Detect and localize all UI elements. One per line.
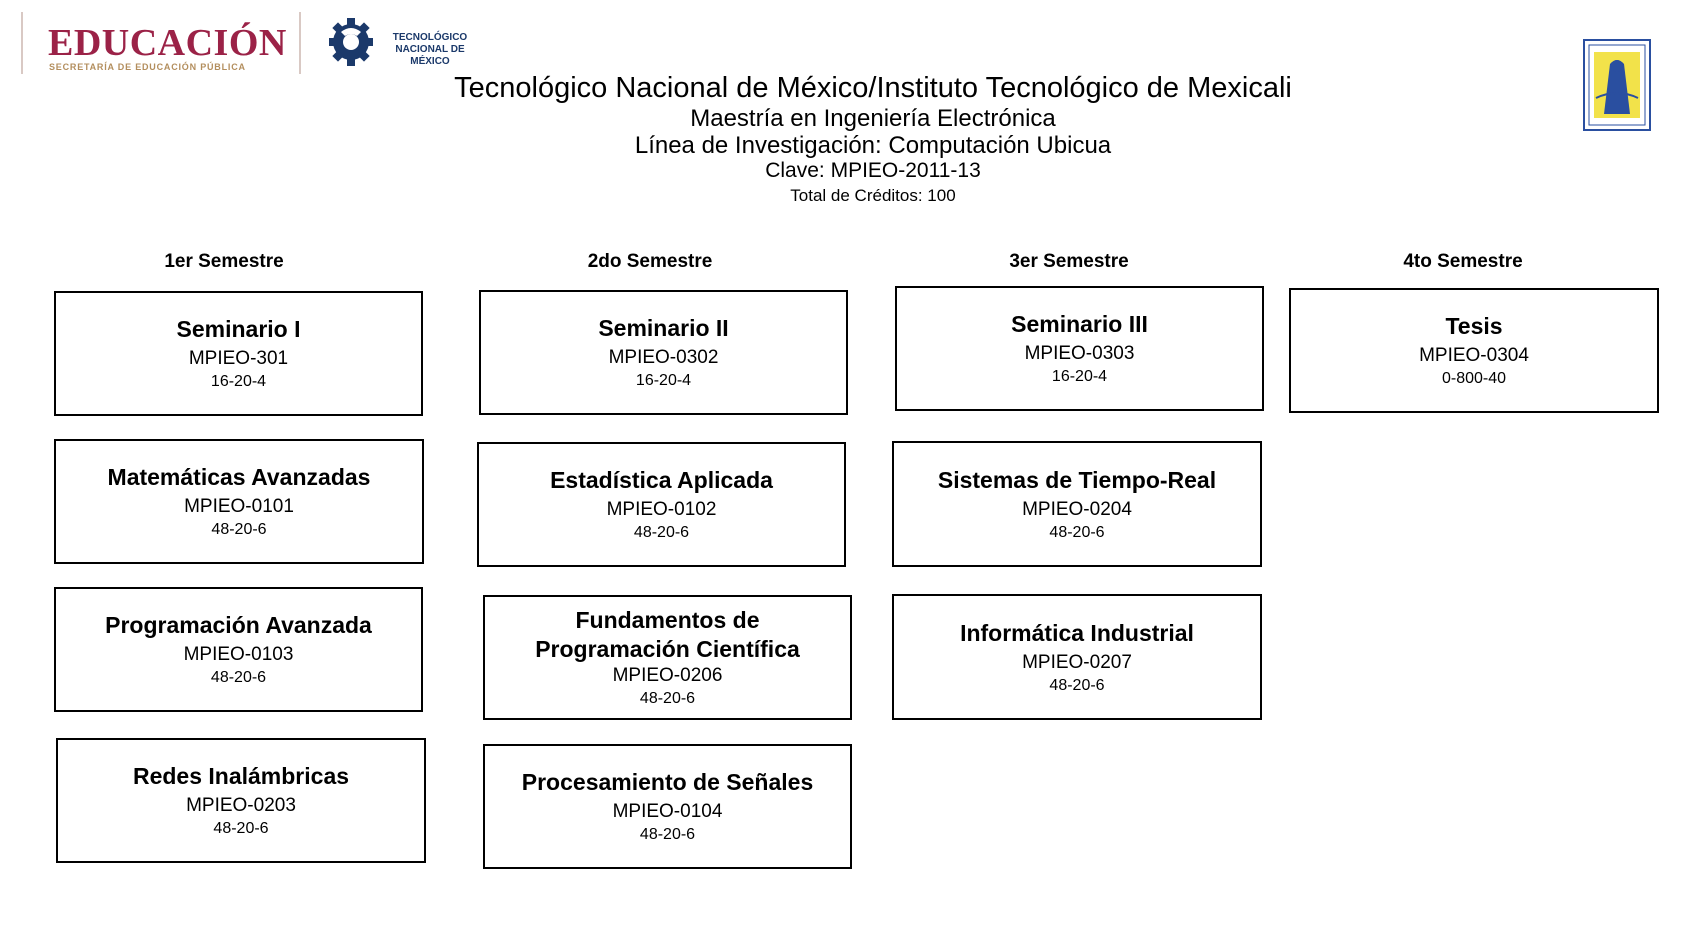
logo-divider	[299, 12, 301, 74]
course-box	[895, 286, 1264, 411]
course-hours: 48-20-6	[211, 521, 267, 538]
course-name: Redes Inalámbricas	[132, 763, 350, 789]
course-hours: 48-20-6	[633, 524, 690, 541]
course-name: Estadística Aplicada	[550, 467, 773, 493]
course-hours: 16-20-4	[210, 373, 267, 390]
course-hours: 16-20-4	[1051, 368, 1108, 385]
course-box	[483, 595, 852, 720]
semester-3-label: 3er Semestre	[1009, 251, 1129, 272]
course-code: MPIEO-0304	[1419, 345, 1529, 366]
course-hours: 48-20-6	[639, 826, 696, 843]
course-code: MPIEO-0207	[1022, 651, 1132, 673]
page-title: Tecnológico Nacional de México/Instituto Tecnológico de Mexicali	[454, 72, 1292, 104]
education-logo: EDUCACIÓN	[48, 22, 287, 64]
course-name: Seminario III	[1011, 311, 1148, 337]
total-credits: Total de Créditos: 100	[790, 186, 956, 205]
semester-2-label: 2do Semestre	[587, 251, 713, 272]
course-name: Fundamentos de Programación Científica	[535, 607, 800, 662]
tecnm-logo-line2: NACIONAL DE MÉXICO	[395, 44, 465, 67]
course-code: MPIEO-0206	[612, 665, 723, 686]
course-code: MPIEO-0203	[186, 795, 296, 816]
course-name: Programación Avanzada	[105, 612, 372, 638]
course-code: MPIEO-0103	[183, 644, 294, 665]
research-line: Línea de Investigación: Computación Ubicua	[634, 132, 1112, 159]
semester-1-label: 1er Semestre	[164, 251, 284, 272]
logo-divider-left	[21, 12, 23, 74]
course-code: MPIEO-0302	[608, 347, 719, 368]
program-key: Clave: MPIEO-2011-13	[765, 159, 981, 182]
course-hours: 48-20-6	[213, 820, 269, 837]
course-code: MPIEO-0303	[1024, 343, 1135, 364]
course-name: Matemáticas Avanzadas	[107, 464, 371, 490]
course-name: Seminario I	[176, 316, 301, 342]
program-name: Maestría en Ingeniería Electrónica	[690, 105, 1056, 132]
course-box	[892, 441, 1262, 567]
course-name: Seminario II	[598, 315, 729, 341]
course-box	[54, 291, 423, 416]
tecnm-logo-text	[378, 32, 482, 68]
course-code: MPIEO-301	[188, 348, 289, 369]
education-logo-subtitle: SECRETARÍA DE EDUCACIÓN PÚBLICA	[49, 62, 246, 72]
course-code: MPIEO-0104	[612, 801, 723, 822]
course-box	[56, 738, 426, 863]
tecnm-logo-line1: TECNOLÓGICO	[392, 32, 468, 43]
course-name: Procesamiento de Señales	[521, 769, 814, 795]
course-box	[54, 587, 423, 712]
course-name: Informática Industrial	[960, 619, 1194, 646]
course-hours: 48-20-6	[210, 669, 267, 686]
course-hours: 48-20-6	[1049, 676, 1105, 694]
course-box	[892, 594, 1262, 720]
course-hours: 0-800-40	[1441, 370, 1507, 387]
course-hours: 48-20-6	[1049, 523, 1105, 541]
course-box	[1289, 288, 1659, 413]
course-box	[483, 744, 852, 869]
course-box	[479, 290, 848, 415]
course-code: MPIEO-0101	[184, 496, 294, 517]
course-code: MPIEO-0204	[1022, 498, 1132, 520]
course-code: MPIEO-0102	[606, 499, 717, 520]
course-box	[477, 442, 846, 567]
course-name: Sistemas de Tiempo-Real	[937, 466, 1217, 493]
course-hours: 48-20-6	[639, 690, 696, 707]
course-name: Tesis	[1445, 313, 1503, 339]
course-box	[54, 439, 424, 564]
semester-4-label: 4to Semestre	[1403, 251, 1523, 272]
tecnm-gear-logo-icon	[327, 10, 375, 74]
course-hours: 16-20-4	[635, 372, 692, 389]
